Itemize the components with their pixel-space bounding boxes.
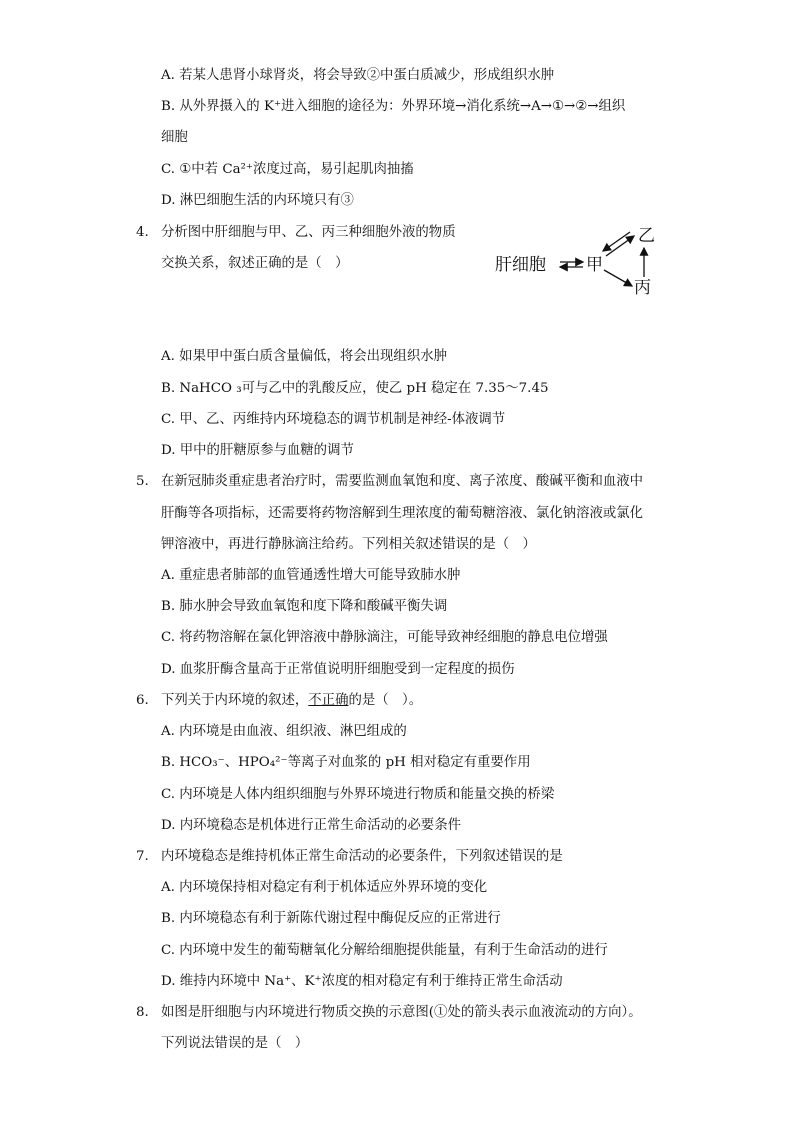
q7-option-d: D. 维持内环境中 Na⁺、K⁺浓度的相对稳定有利于维持正常生命活动 <box>161 974 563 989</box>
q4-number: 4. <box>136 225 149 240</box>
q4-stem-line1: 分析图中肝细胞与甲、乙、丙三种细胞外液的物质 <box>161 225 456 240</box>
q8-number: 8. <box>136 1005 149 1020</box>
q5-stem-line3: 钾溶液中，再进行静脉滴注给药。下列相关叙述错误的是（ ） <box>161 537 536 552</box>
q5-stem-line2: 肝酶等各项指标，还需要将药物溶解到生理浓度的葡萄糖溶液、氯化钠溶液或氯化 <box>161 506 644 521</box>
q7-stem: 内环境稳态是维持机体正常生命活动的必要条件，下列叙述错误的是 <box>161 849 563 864</box>
q6-ion-hydrogen-phosphate: HPO₄²⁻ <box>238 755 288 770</box>
q5-option-d: D. 血浆肝酶含量高于正常值说明肝细胞受到一定程度的损伤 <box>161 662 515 677</box>
q6-option-b <box>161 754 531 772</box>
q7-option-c: C. 内环境中发生的葡萄糖氧化分解给细胞提供能量，有利于生命活动的进行 <box>161 943 608 958</box>
q3-option-d: D. 淋巴细胞生活的内环境只有③ <box>161 193 354 208</box>
q6-stem-post: 的是（ ）。 <box>348 693 423 708</box>
q6-option-b-prefix: B. <box>161 755 180 770</box>
q6-option-b-rest: 等离子对血浆的 pH 相对稳定有重要作用 <box>287 755 531 770</box>
q5-number: 5. <box>136 474 149 489</box>
q5-option-b: B. 肺水肿会导致血氧饱和度下降和酸碱平衡失调 <box>161 599 448 614</box>
arrow-jia-to-bing <box>604 270 632 286</box>
diagram-jia: 甲 <box>586 255 603 275</box>
q4-option-d: D. 甲中的肝糖原参与血糖的调节 <box>161 443 354 458</box>
q6-option-c: C. 内环境是人体内组织细胞与外界环境进行物质和能量交换的桥梁 <box>161 787 555 802</box>
q8-stem-line1: 如图是肝细胞与内环境进行物质交换的示意图(①处的箭头表示血液流动的方向）。 <box>161 1005 642 1020</box>
q6-number: 6. <box>136 693 149 708</box>
q7-option-a: A. 内环境保持相对稳定有利于机体适应外界环境的变化 <box>161 880 488 895</box>
q4-exchange-diagram <box>490 222 670 302</box>
diagram-bing: 丙 <box>634 278 651 298</box>
q6-stem <box>161 692 422 710</box>
q5-stem-line1: 在新冠肺炎重症患者治疗时，需要监测血氧饱和度、离子浓度、酸碱平衡和血液中 <box>161 474 644 489</box>
q4-option-a: A. 如果甲中蛋白质含量偏低，将会出现组织水肿 <box>161 349 447 364</box>
diagram-liver-cell: 肝细胞 <box>495 255 546 275</box>
q5-option-c: C. 将药物溶解在氯化钾溶液中静脉滴注，可能导致神经细胞的静息电位增强 <box>161 630 608 645</box>
q3-option-b-cont: 细胞 <box>161 130 188 145</box>
q7-option-b: B. 内环境稳态有利于新陈代谢过程中酶促反应的正常进行 <box>161 911 501 926</box>
q6-stem-emphasis: 不正确 <box>308 693 349 708</box>
q6-option-d: D. 内环境稳态是机体进行正常生命活动的必要条件 <box>161 818 461 833</box>
q4-option-b: B. NaHCO ₃可与乙中的乳酸反应，使乙 pH 稳定在 7.35～7.45 <box>161 381 549 396</box>
diagram-yi: 乙 <box>638 226 655 246</box>
q3-option-b: B. 从外界摄入的 K⁺进入细胞的途径为：外界环境→消化系统→A→①→②→组织 <box>161 99 626 114</box>
q3-option-a: A. 若某人患肾小球肾炎，将会导致②中蛋白质减少，形成组织水肿 <box>161 68 555 83</box>
q6-option-a: A. 内环境是由血液、组织液、淋巴组成的 <box>161 724 407 739</box>
q8-stem-line2: 下列说法错误的是（ ） <box>161 1036 309 1051</box>
q6-stem-pre: 下列关于内环境的叙述， <box>161 693 309 708</box>
q6-ion-separator: 、 <box>224 755 239 770</box>
diagram-arrows <box>490 222 670 302</box>
q4-option-c: C. 甲、乙、丙维持内环境稳态的调节机制是神经-体液调节 <box>161 412 506 427</box>
q7-number: 7. <box>136 849 149 864</box>
q3-option-c: C. ①中若 Ca²⁺浓度过高，易引起肌肉抽搐 <box>161 162 414 177</box>
q4-stem-line2: 交换关系，叙述正确的是（ ） <box>161 256 349 271</box>
q6-ion-bicarbonate: HCO₃⁻ <box>179 755 225 770</box>
q5-option-a: A. 重症患者肺部的血管通透性增大可能导致肺水肿 <box>161 568 461 583</box>
